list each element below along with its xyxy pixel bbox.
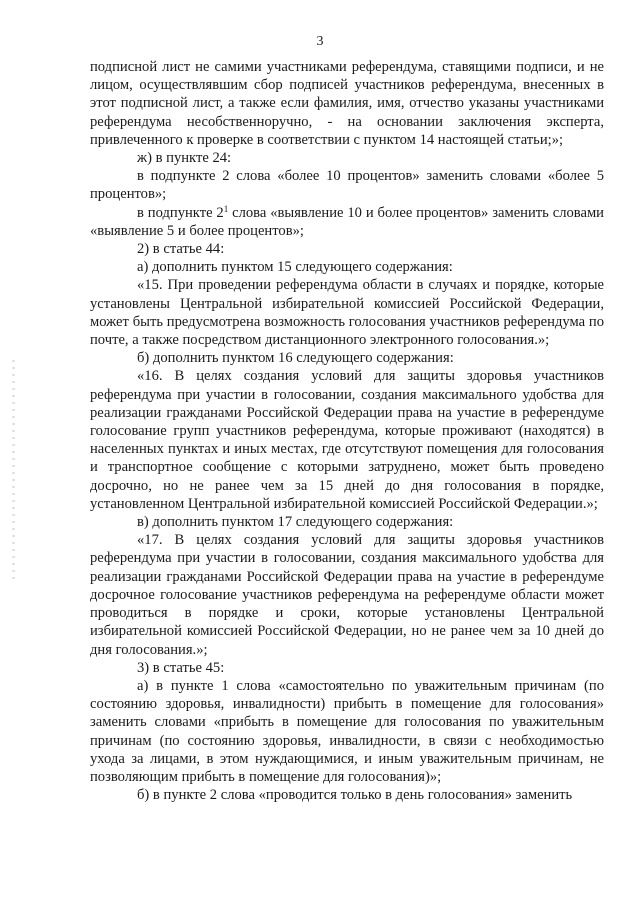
paragraph: в) дополнить пунктом 17 следующего содержания: xyxy=(137,514,454,531)
paragraph: «16. В целях создания условий для защиты здоровья участников референдума при участии в голосовании, создания максимального удобства для реализации гражданами Российской Федерации права на участие в референдуме голосование групп участников референдума, которые проживают (находятся) в населенных пунктах и иных местах, где отсутствуют помещения для голосования и транспортное сообщение с которыми затруднено, может быть проведено досрочно, но не ранее чем за 15 дней до дня голосования в порядке, установленном Центральной избирательной комиссией Российской Федерации.»; xyxy=(90,368,604,512)
paragraph-text: слова «выявление 10 и более процентов» заменить словами «выявление 5 и более процентов»; xyxy=(90,204,604,239)
paragraph-text: в подпункте 2 xyxy=(137,204,224,221)
paragraph: а) дополнить пунктом 15 следующего содержания: xyxy=(137,259,453,276)
document-body xyxy=(90,58,604,804)
paragraph: подписной лист не самими участниками референдума, ставящими подписи, и не лицом, осуществлявшим сбор подписей участников референдума, внесенных в этот подписной лист, а также если фамилия, имя, отчество указаны участниками референдума несобственноручно, - на основании заключения эксперта, привлеченного к проверке в соответствии с пунктом 14 настоящей статьи;»; xyxy=(90,59,604,148)
paragraph: б) в пункте 2 слова «проводится только в день голосования» заменить xyxy=(137,787,573,804)
paragraph: а) в пункте 1 слова «самостоятельно по уважительным причинам (по состоянию здоровья, инвалидности) прибыть в помещение для голосования» заменить словами «прибыть в помещение для голосования по уважительным причинам (по состоянию здоровья, инвалидности, в связи с необходимостью ухода за лицами, в этом нуждающимися, и иным уважительным причинам, не позволяющим прибыть в помещение для голосования)»; xyxy=(90,677,604,785)
paragraph: в подпункте 2 слова «более 10 процентов» заменить словами «более 5 процентов»; xyxy=(90,168,604,203)
paragraph: «17. В целях создания условий для защиты здоровья участников референдума при участии в голосовании, создания максимального удобства для реализации гражданами Российской Федерации права на участие в референдуме досрочное голосование участников референдума на референдуме области может проводиться в порядке и сроки, которые установлены Центральной избирательной комиссией Российской Федерации, но не ранее чем за 10 дней до дня голосования.»; xyxy=(90,532,604,658)
scan-artifact xyxy=(12,360,15,580)
paragraph: 2) в статье 44: xyxy=(137,241,225,258)
paragraph: 3) в статье 45: xyxy=(137,659,225,676)
paragraph: б) дополнить пунктом 16 следующего содержания: xyxy=(137,350,454,367)
superscript: 1 xyxy=(223,203,229,214)
paragraph: ж) в пункте 24: xyxy=(137,150,232,167)
paragraph: «15. При проведении референдума области в случаях и порядке, которые установлены Центральной избирательной комиссией Российской Федерации, может быть предусмотрена возможность голосования участников референдума по почте, а также посредством дистанционного электронного голосования.»; xyxy=(90,277,604,349)
page-number: 3 xyxy=(316,34,324,49)
paragraph xyxy=(90,204,604,240)
